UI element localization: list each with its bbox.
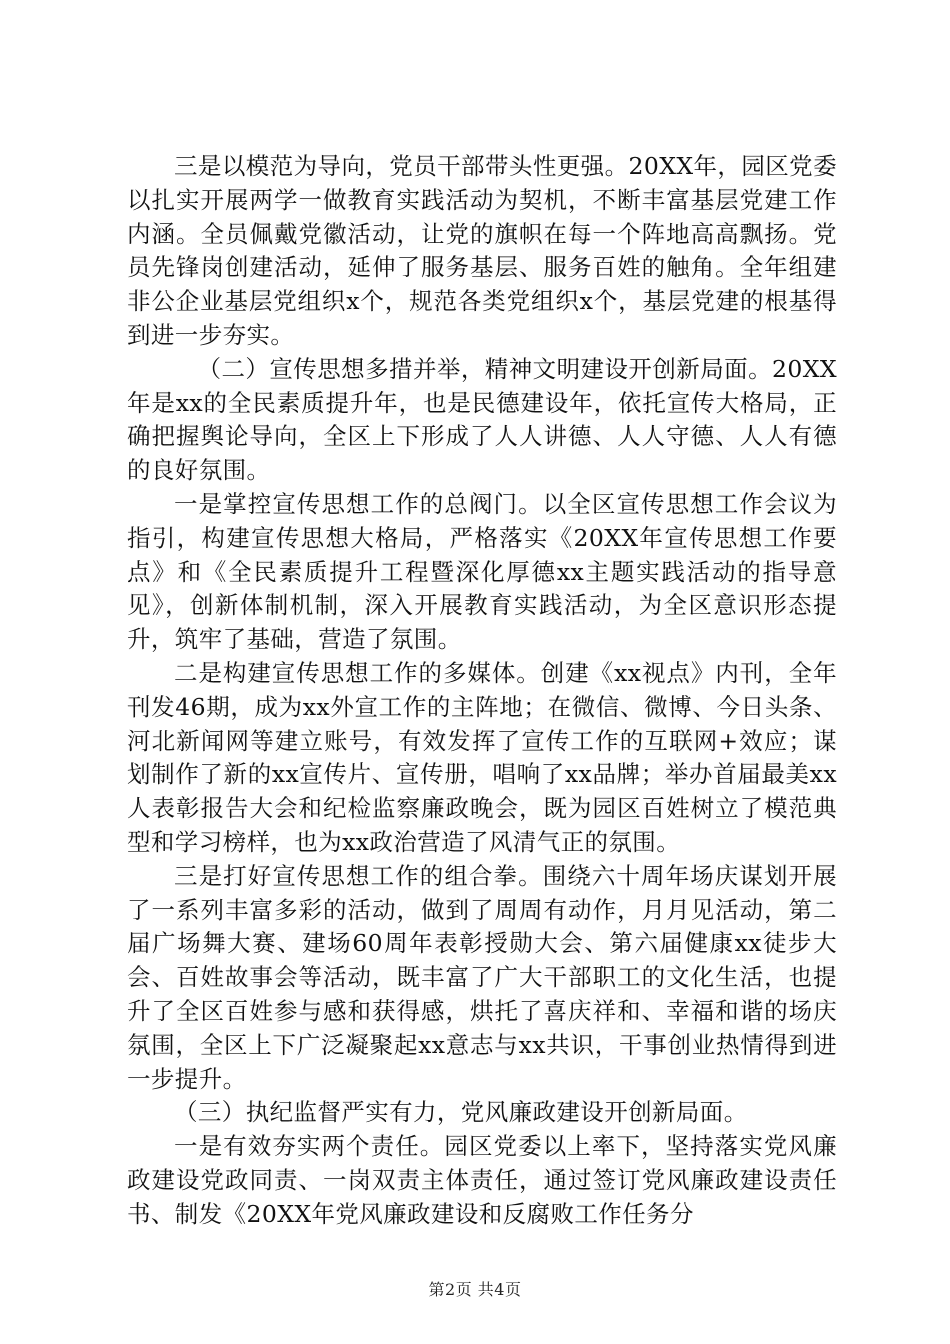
paragraph-propaganda-valve: 一是掌控宣传思想工作的总阀门。以全区宣传思想工作会议为指引，构建宣传思想大格局，严格落实《20XX年宣传思想工作要点》和《全民素质提升工程暨深化厚德xx主题实践活动的指导意见》，创新体制机制，深入开展教育实践活动，为全区意识形态提升，筑牢了基础，营造了氛围。	[127, 489, 837, 654]
page-number-footer: 第2页 共4页	[428, 1280, 522, 1299]
paragraph-section-two-heading: （二）宣传思想多措并举，精神文明建设开创新局面。20XX年是xx的全民素质提升年，也是民德建设年，依托宣传大格局，正确把握舆论导向，全区上下形成了人人讲德、人人守德、人人有德的良好氛围。	[127, 354, 837, 485]
paragraph-multimedia: 二是构建宣传思想工作的多媒体。创建《xx视点》内刊，全年刊发46期，成为xx外宣工作的主阵地；在微信、微博、今日头条、河北新闻网等建立账号，有效发挥了宣传工作的互联网+效应；谋划制作了新的xx宣传片、宣传册，唱响了xx品牌；举办首届最美xx人表彰报告大会和纪检监察廉政晚会，既为园区百姓树立了模范典型和学习榜样，也为xx政治营造了风清气正的氛围。	[127, 658, 837, 856]
paragraph-combination: 三是打好宣传思想工作的组合拳。围绕六十周年场庆谋划开展了一系列丰富多彩的活动，做到了周周有动作，月月见活动，第二届广场舞大赛、建场60周年表彰授勋大会、第六届健康xx徒步大会、百姓故事会等活动，既丰富了广大干部职工的文化生活，也提升了全区百姓参与感和获得感，烘托了喜庆祥和、幸福和谐的场庆氛围，全区上下广泛凝聚起xx意志与xx共识，干事创业热情得到进一步提升。	[127, 861, 837, 1093]
document-body	[127, 150, 837, 1232]
paragraph-two-responsibilities: 一是有效夯实两个责任。园区党委以上率下，坚持落实党风廉政建设党政同责、一岗双责主体责任，通过签订党风廉政建设责任书、制发《20XX年党风廉政建设和反腐败工作任务分	[127, 1132, 837, 1228]
paragraph-model-guidance: 三是以模范为导向，党员干部带头性更强。20XX年，园区党委以扎实开展两学一做教育实践活动为契机，不断丰富基层党建工作内涵。全员佩戴党徽活动，让党的旗帜在每一个阵地高高飘扬。党员先锋岗创建活动，延伸了服务基层、服务百姓的触角。全年组建非公企业基层党组织x个，规范各类党组织x个，基层党建的根基得到进一步夯实。	[127, 152, 837, 349]
paragraph-section-three-heading: （三）执纪监督严实有力，党风廉政建设开创新局面。	[174, 1098, 748, 1127]
